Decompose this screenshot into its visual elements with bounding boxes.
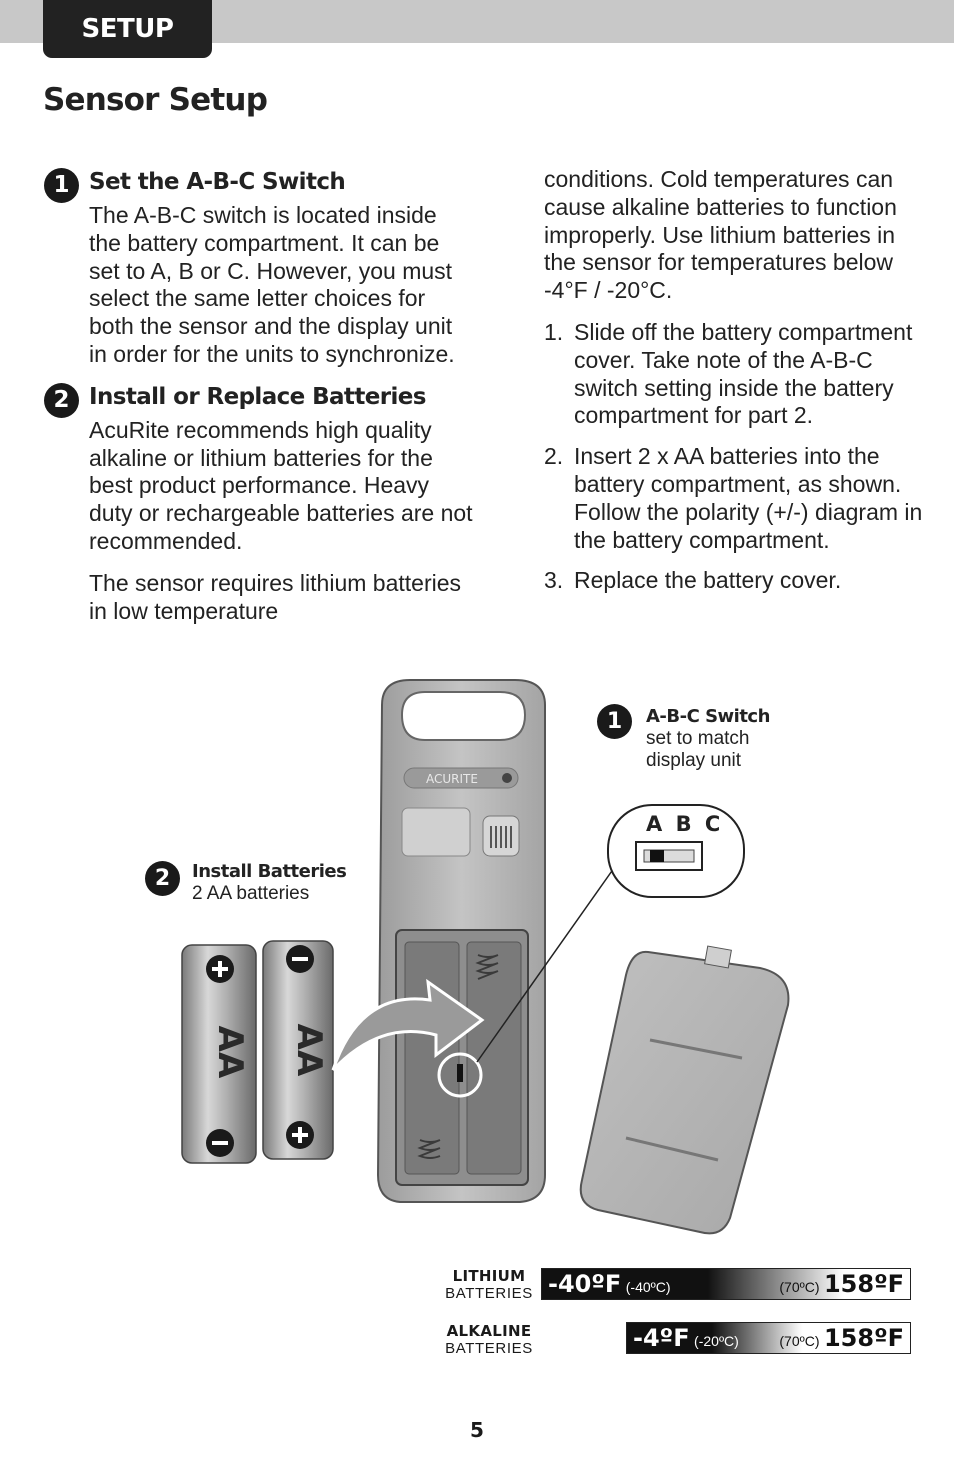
battery-type-sub: BATTERIES bbox=[445, 1285, 533, 1302]
battery-type: ALKALINE bbox=[446, 1322, 532, 1340]
section1-body: The A-B-C switch is located inside the battery compartment. It can be set to A, B or C. However, you must select the same letter choices for both the sensor and the display unit in order for the units to synchronize. bbox=[89, 202, 455, 367]
brand-logo: ACURITE bbox=[426, 772, 478, 786]
callout-number-badge: 2 bbox=[145, 861, 180, 896]
callout-abc-switch bbox=[646, 706, 770, 772]
range-low: -40ºF (-40ºC) bbox=[548, 1270, 671, 1298]
section1-title: Set the A-B-C Switch bbox=[89, 169, 346, 195]
section2-para1: AcuRite recommends high quality alkaline or lithium batteries for the best product performance. Heavy duty or rechargeable batteries are not recommended. bbox=[89, 416, 473, 554]
lithium-range-bar bbox=[541, 1268, 911, 1300]
lithium-label bbox=[434, 1268, 544, 1302]
aa-battery-right bbox=[263, 941, 333, 1159]
battery-type: LITHIUM bbox=[452, 1267, 526, 1285]
alkaline-range-bar bbox=[626, 1322, 911, 1354]
step-text: Slide off the battery compartment cover. Take note of the A-B-C switch setting inside the battery compartment for part 2. bbox=[574, 318, 913, 429]
alkaline-label bbox=[434, 1323, 544, 1357]
sensor-body bbox=[378, 680, 545, 1202]
callout-number-badge: 1 bbox=[597, 704, 632, 739]
range-high: (70ºC) 158ºF bbox=[779, 1324, 904, 1352]
section-tab: SETUP bbox=[43, 0, 212, 58]
step-index: 2. bbox=[544, 443, 564, 470]
step-number-badge: 1 bbox=[44, 168, 79, 203]
section2-para2-continued: conditions. Cold temperatures can cause alkaline batteries to function improperly. Use lithium batteries in the sensor for temperatures below -4°F / -20°C. bbox=[544, 166, 897, 304]
battery-cover bbox=[581, 946, 789, 1233]
step-index: 3. bbox=[544, 567, 564, 594]
callout-line: 2 AA batteries bbox=[192, 883, 310, 904]
page-title: Sensor Setup bbox=[43, 82, 268, 118]
range-low: -4ºF (-20ºC) bbox=[633, 1324, 739, 1352]
battery-type-sub: BATTERIES bbox=[445, 1340, 533, 1357]
step-index: 1. bbox=[544, 318, 564, 345]
step-text: Insert 2 x AA batteries into the battery compartment, as shown. Follow the polarity (+/-) diagram in the battery compartment. bbox=[574, 443, 923, 553]
callout-line: set to match bbox=[646, 728, 750, 749]
battery-label: AA bbox=[289, 1023, 329, 1077]
abc-label: A B C bbox=[646, 812, 724, 836]
callout-title: A-B-C Switch bbox=[646, 706, 770, 727]
aa-battery-left bbox=[182, 945, 256, 1163]
switch-slider bbox=[650, 850, 664, 862]
section2-para2: The sensor requires lithium batteries in low temperature bbox=[89, 569, 461, 624]
callout-title: Install Batteries bbox=[192, 861, 347, 882]
battery-label: AA bbox=[210, 1025, 250, 1079]
callout-install-batteries bbox=[192, 861, 346, 905]
section2-title: Install or Replace Batteries bbox=[89, 383, 426, 410]
page-number: 5 bbox=[470, 1418, 484, 1442]
step-text: Replace the battery cover. bbox=[574, 567, 842, 594]
callout-line: display unit bbox=[646, 750, 742, 771]
range-high: (70ºC) 158ºF bbox=[779, 1270, 904, 1298]
step-number-badge: 2 bbox=[44, 383, 79, 418]
